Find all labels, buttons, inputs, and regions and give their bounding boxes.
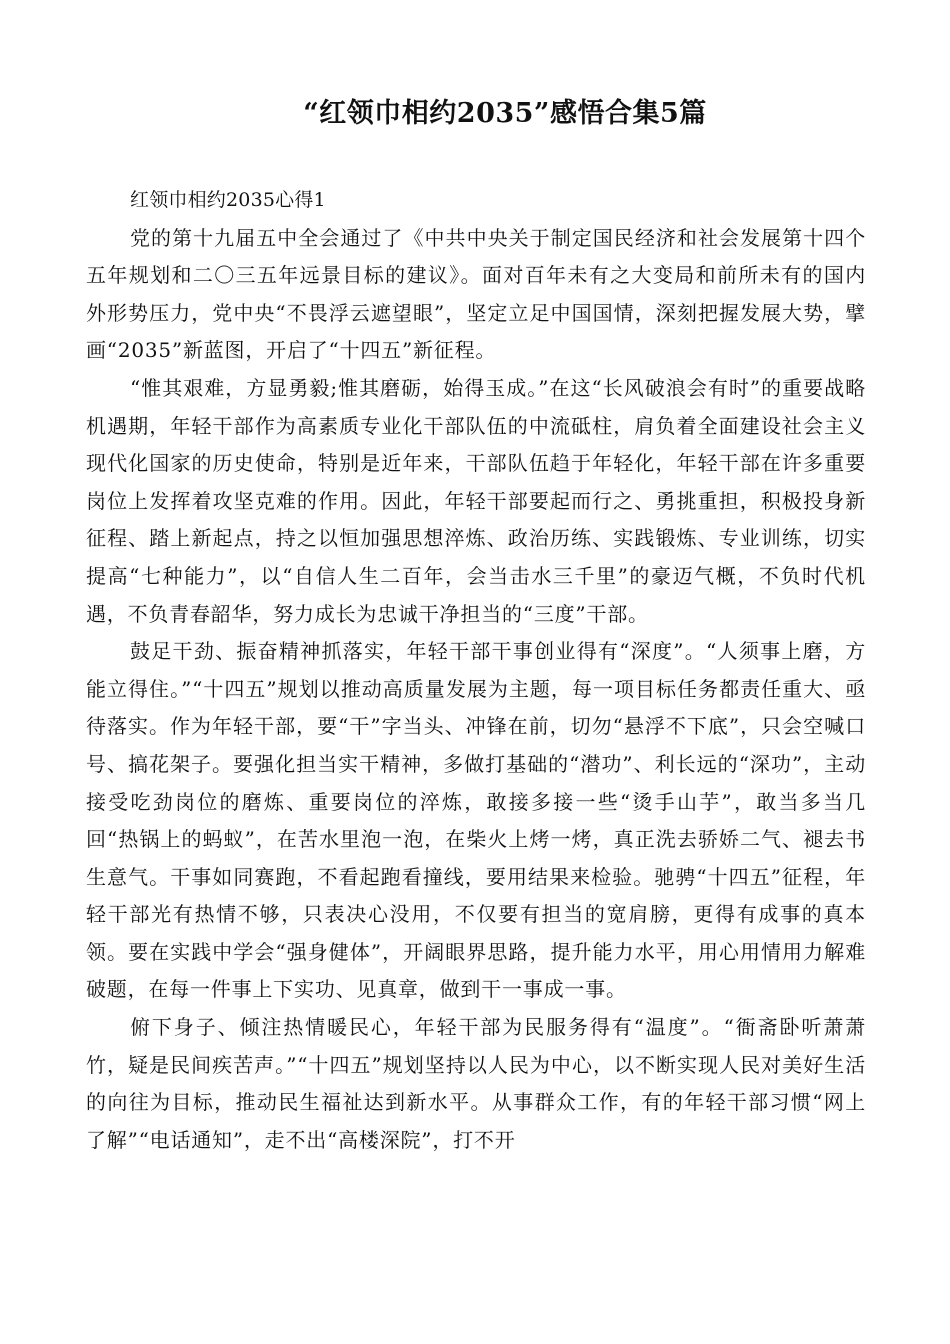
paragraph-4: 俯下身子、倾注热情暖民心，年轻干部为民服务得有“温度”。“衙斋卧听萧萧竹，疑是民间疾苦声。”“十四五”规划坚持以人民为中心，以不断实现人民对美好生活的向往为目标，推动民生福祉达到新水平。从事群众工作，有的年轻干部习惯“网上了解”“电话通知”，走不出“高楼深院”，打不开 (86, 1015, 866, 1152)
paragraph-2: “惟其艰难，方显勇毅;惟其磨砺，始得玉成。”在这“长风破浪会有时”的重要战略机遇期，年轻干部作为高素质专业化干部队伍的中流砥柱，肩负着全面建设社会主义现代化国家的历史使命，特别是近年来，干部队伍趋于年轻化，年轻干部在许多重要岗位上发挥着攻坚克难的作用。因此，年轻干部要起而行之、勇挑重担，积极投身新征程、踏上新起点，持之以恒加强思想淬炼、政治历练、实践锻炼、专业训练，切实提高“七种能力”，以“自信人生二百年，会当击水三千里”的豪迈气概，不负时代机遇，不负青春韶华，努力成长为忠诚干净担当的“三度”干部。 (86, 375, 866, 626)
paragraph-3: 鼓足干劲、振奋精神抓落实，年轻干部干事创业得有“深度”。“人须事上磨，方能立得住。”“十四五”规划以推动高质量发展为主题，每一项目标任务都责任重大、亟待落实。作为年轻干部，要“干”字当头、冲锋在前，切勿“悬浮不下底”，只会空喊口号、搞花架子。要强化担当实干精神，多做打基础的“潜功”、利长远的“深功”，主动接受吃劲岗位的磨炼、重要岗位的淬炼，敢接多接一些“烫手山芋”，敢当多当几回“热锅上的蚂蚁”，在苦水里泡一泡，在柴火上烤一烤，真正洗去骄娇二气、褪去书生意气。干事如同赛跑，不看起跑看撞线，要用结果来检验。驰骋“十四五”征程，年轻干部光有热情不够，只表决心没用，不仅要有担当的宽肩膀，更得有成事的真本领。要在实践中学会“强身健体”，开阔眼界思路，提升能力水平，用心用情用力解难破题，在每一件事上下实功、见真章，做到干一事成一事。 (86, 639, 866, 1002)
document-title: “红领巾相约2035”感悟合集5篇 (303, 98, 707, 129)
section-subheading: 红领巾相约2035心得1 (130, 189, 326, 211)
document-body (86, 182, 866, 1159)
paragraph-1: 党的第十九届五中全会通过了《中共中央关于制定国民经济和社会发展第十四个五年规划和二〇三五年远景目标的建议》。面对百年未有之大变局和前所未有的国内外形势压力，党中央“不畏浮云遮望眼”，坚定立足中国国情，深刻把握发展大势，擘画“2035”新蓝图，开启了“十四五”新征程。 (86, 225, 866, 363)
